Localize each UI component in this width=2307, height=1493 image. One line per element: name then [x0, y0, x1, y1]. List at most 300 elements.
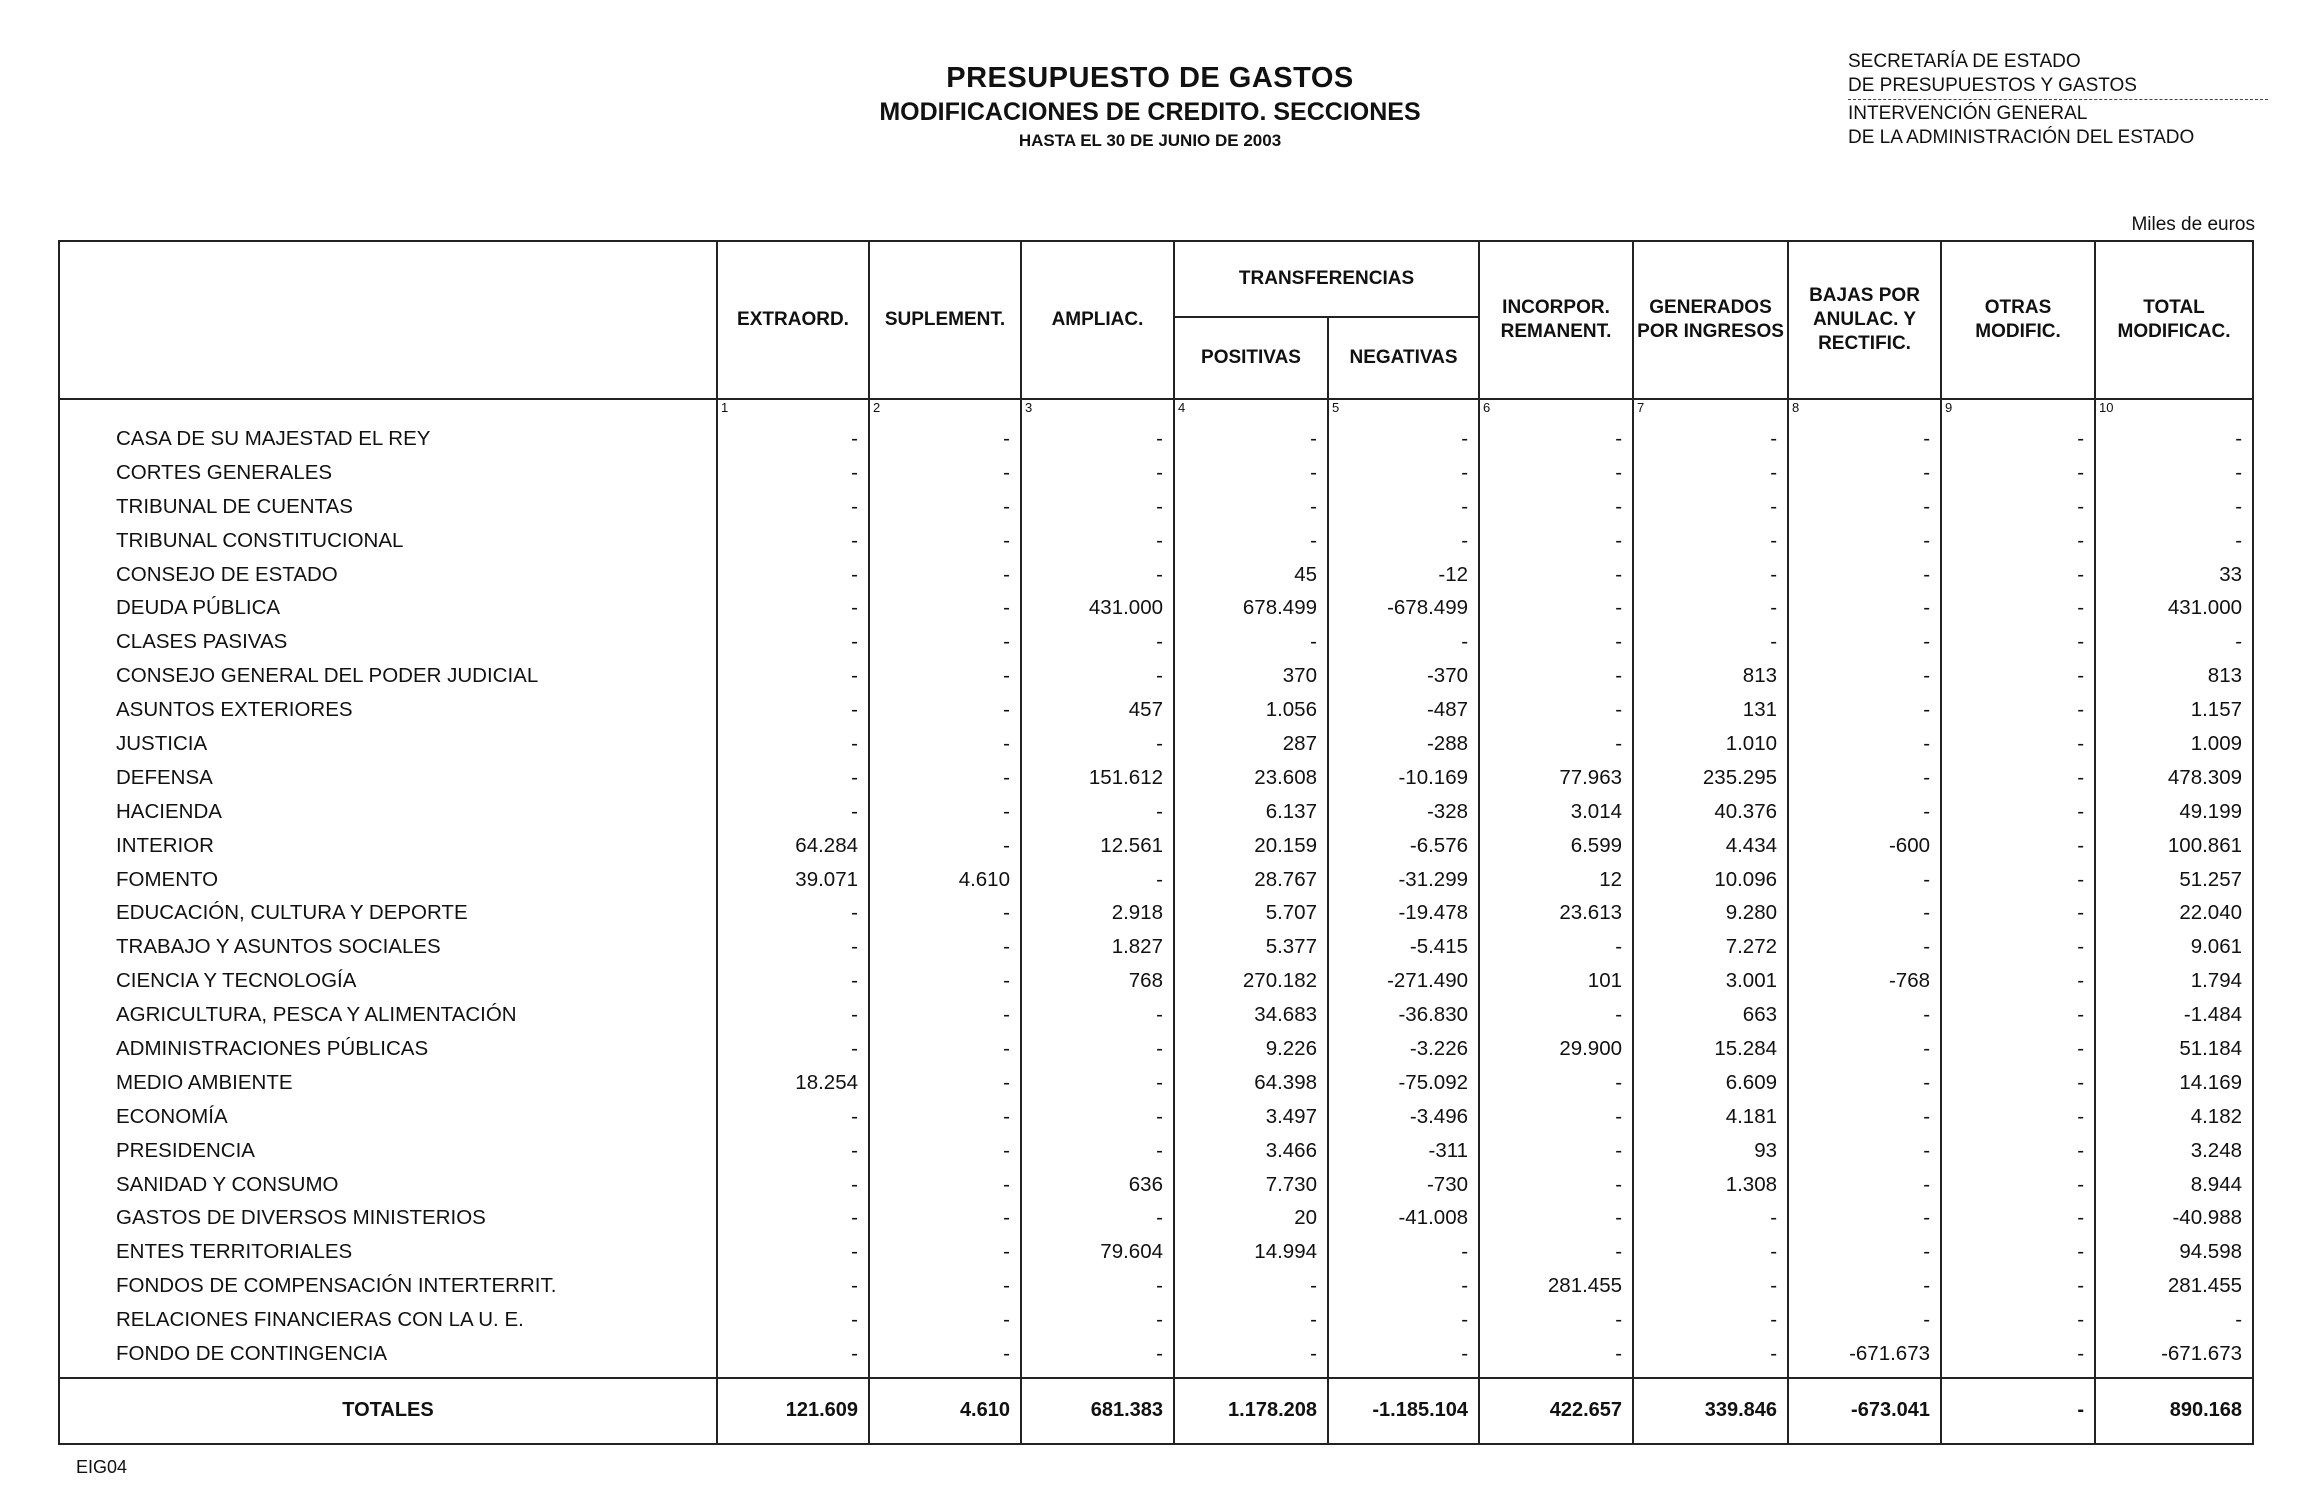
value-cell: -	[1479, 558, 1633, 592]
table-row	[59, 761, 2253, 795]
value-cell: -	[1941, 1168, 2095, 1202]
value-cell: -	[1788, 659, 1941, 693]
value-cell: -	[1788, 1134, 1941, 1168]
totals-row	[59, 1378, 2253, 1444]
value-cell: -	[717, 625, 869, 659]
value-cell: -	[1479, 1066, 1633, 1100]
value-cell: -	[1788, 591, 1941, 625]
value-cell: -	[869, 964, 1021, 998]
units-label: Miles de euros	[2131, 214, 2255, 235]
total-cell: 1.178.208	[1174, 1378, 1328, 1444]
value-cell: 151.612	[1021, 761, 1174, 795]
value-cell: -	[1788, 524, 1941, 558]
table-row	[59, 1168, 2253, 1202]
table-row	[59, 930, 2253, 964]
value-cell: -	[717, 558, 869, 592]
table-row	[59, 896, 2253, 930]
value-cell: -	[869, 1269, 1021, 1303]
value-cell: 9.226	[1174, 1032, 1328, 1066]
label-column-header	[59, 241, 717, 399]
value-cell: 6.137	[1174, 795, 1328, 829]
value-cell: 6.599	[1479, 829, 1633, 863]
value-cell: -	[1328, 625, 1479, 659]
value-cell: 39.071	[717, 863, 869, 897]
value-cell: -	[1021, 558, 1174, 592]
value-cell: 1.056	[1174, 693, 1328, 727]
section-name: RELACIONES FINANCIERAS CON LA U. E.	[59, 1303, 717, 1337]
value-cell: -	[1788, 1100, 1941, 1134]
table-row	[59, 422, 2253, 456]
section-name: GASTOS DE DIVERSOS MINISTERIOS	[59, 1201, 717, 1235]
value-cell: 1.308	[1633, 1168, 1788, 1202]
document-date: HASTA EL 30 DE JUNIO DE 2003	[1018, 131, 1282, 150]
value-cell: 93	[1633, 1134, 1788, 1168]
total-cell: 121.609	[717, 1378, 869, 1444]
table-row	[59, 693, 2253, 727]
value-cell: 4.182	[2095, 1100, 2253, 1134]
value-cell: -	[1479, 727, 1633, 761]
table-row	[59, 524, 2253, 558]
value-cell: -	[1633, 1269, 1788, 1303]
table-row	[59, 1235, 2253, 1269]
value-cell: 4.610	[869, 863, 1021, 897]
value-cell: 14.994	[1174, 1235, 1328, 1269]
table-row	[59, 1100, 2253, 1134]
section-name: EDUCACIÓN, CULTURA Y DEPORTE	[59, 896, 717, 930]
value-cell: -	[1021, 1032, 1174, 1066]
value-cell: -	[1941, 558, 2095, 592]
value-cell: -	[1788, 693, 1941, 727]
value-cell: -	[1021, 998, 1174, 1032]
value-cell: -	[869, 930, 1021, 964]
value-cell: -328	[1328, 795, 1479, 829]
value-cell: -	[869, 1134, 1021, 1168]
table-row	[59, 829, 2253, 863]
value-cell: -	[1788, 863, 1941, 897]
value-cell: -311	[1328, 1134, 1479, 1168]
section-name: TRIBUNAL CONSTITUCIONAL	[59, 524, 717, 558]
section-name: SANIDAD Y CONSUMO	[59, 1168, 717, 1202]
value-cell: -	[717, 456, 869, 490]
value-cell: 3.466	[1174, 1134, 1328, 1168]
value-cell: 1.794	[2095, 964, 2253, 998]
value-cell: -730	[1328, 1168, 1479, 1202]
section-name: TRIBUNAL DE CUENTAS	[59, 490, 717, 524]
value-cell: -	[2095, 456, 2253, 490]
value-cell: -3.226	[1328, 1032, 1479, 1066]
table-row	[59, 1032, 2253, 1066]
value-cell: 64.284	[717, 829, 869, 863]
value-cell: -40.988	[2095, 1201, 2253, 1235]
section-name: CONSEJO GENERAL DEL PODER JUDICIAL	[59, 659, 717, 693]
column-number: 8	[1788, 399, 1941, 422]
total-cell: 890.168	[2095, 1378, 2253, 1444]
value-cell: -12	[1328, 558, 1479, 592]
value-cell: -	[1941, 524, 2095, 558]
document-code: EIG04	[76, 1457, 128, 1477]
total-cell: 422.657	[1479, 1378, 1633, 1444]
value-cell: 813	[1633, 659, 1788, 693]
value-cell: -	[1633, 1337, 1788, 1378]
value-cell: -	[1788, 1235, 1941, 1269]
value-cell: -	[1788, 1303, 1941, 1337]
value-cell: -	[1633, 524, 1788, 558]
value-cell: 270.182	[1174, 964, 1328, 998]
agency-line-1: SECRETARÍA DE ESTADO	[1848, 51, 2081, 72]
table-row	[59, 558, 2253, 592]
value-cell: -	[869, 490, 1021, 524]
value-cell: -	[1021, 1269, 1174, 1303]
value-cell: -	[717, 1337, 869, 1378]
value-cell: -	[1021, 1066, 1174, 1100]
agency-divider	[1848, 99, 2268, 100]
column-number: 9	[1941, 399, 2095, 422]
value-cell: -	[1941, 1235, 2095, 1269]
value-cell: -	[1788, 456, 1941, 490]
column-number: 7	[1633, 399, 1788, 422]
value-cell: -	[717, 964, 869, 998]
value-cell: -	[1021, 727, 1174, 761]
section-name: ENTES TERRITORIALES	[59, 1235, 717, 1269]
value-cell: -	[869, 896, 1021, 930]
value-cell: -	[1941, 1303, 2095, 1337]
value-cell: -	[869, 591, 1021, 625]
value-cell: 4.434	[1633, 829, 1788, 863]
value-cell: 3.001	[1633, 964, 1788, 998]
value-cell: -	[1941, 1269, 2095, 1303]
value-cell: 7.730	[1174, 1168, 1328, 1202]
value-cell: -	[717, 1201, 869, 1235]
column-number: 1	[717, 399, 869, 422]
value-cell: 29.900	[1479, 1032, 1633, 1066]
issuing-agency	[1848, 50, 2268, 150]
value-cell: -	[1021, 625, 1174, 659]
table-row	[59, 964, 2253, 998]
value-cell: 3.248	[2095, 1134, 2253, 1168]
value-cell: -	[869, 1303, 1021, 1337]
value-cell: -	[1328, 1235, 1479, 1269]
value-cell: -	[1174, 524, 1328, 558]
value-cell: -	[1941, 1032, 2095, 1066]
value-cell: 281.455	[1479, 1269, 1633, 1303]
value-cell: -	[1479, 693, 1633, 727]
value-cell: -	[869, 727, 1021, 761]
value-cell: -768	[1788, 964, 1941, 998]
value-cell: -	[869, 558, 1021, 592]
value-cell: -	[1021, 795, 1174, 829]
total-cell: -1.185.104	[1328, 1378, 1479, 1444]
value-cell: -370	[1328, 659, 1479, 693]
value-cell: -288	[1328, 727, 1479, 761]
value-cell: 34.683	[1174, 998, 1328, 1032]
value-cell: -	[1941, 1201, 2095, 1235]
value-cell: -	[1788, 490, 1941, 524]
value-cell: -	[2095, 490, 2253, 524]
value-cell: -	[1328, 1337, 1479, 1378]
value-cell: -	[869, 659, 1021, 693]
value-cell: -	[1941, 1337, 2095, 1378]
value-cell: 370	[1174, 659, 1328, 693]
table-row	[59, 1269, 2253, 1303]
value-cell: -	[1633, 1303, 1788, 1337]
value-cell: -31.299	[1328, 863, 1479, 897]
value-cell: -	[717, 524, 869, 558]
value-cell: 79.604	[1021, 1235, 1174, 1269]
value-cell: -	[1479, 591, 1633, 625]
document-title: PRESUPUESTO DE GASTOS	[946, 62, 1354, 94]
value-cell: -	[1788, 761, 1941, 795]
value-cell: -	[1633, 456, 1788, 490]
value-cell: -	[717, 896, 869, 930]
value-cell: -671.673	[1788, 1337, 1941, 1378]
value-cell: 10.096	[1633, 863, 1788, 897]
value-cell: 457	[1021, 693, 1174, 727]
table-row	[59, 1134, 2253, 1168]
value-cell: 678.499	[1174, 591, 1328, 625]
value-cell: 20.159	[1174, 829, 1328, 863]
value-cell: -	[1021, 524, 1174, 558]
column-number-blank	[59, 399, 717, 422]
col-header-bajas: BAJAS POR ANULAC. Y RECTIFIC.	[1788, 241, 1941, 399]
value-cell: -	[1788, 1032, 1941, 1066]
value-cell: -	[1941, 795, 2095, 829]
value-cell: 20	[1174, 1201, 1328, 1235]
value-cell: -	[1174, 625, 1328, 659]
value-cell: -	[717, 693, 869, 727]
value-cell: -	[717, 1269, 869, 1303]
value-cell: -	[1941, 1134, 2095, 1168]
value-cell: 636	[1021, 1168, 1174, 1202]
value-cell: -	[1479, 490, 1633, 524]
document-title-block	[720, 62, 1580, 151]
value-cell: -	[1479, 422, 1633, 456]
total-cell: 4.610	[869, 1378, 1021, 1444]
value-cell: 64.398	[1174, 1066, 1328, 1100]
agency-line-3: INTERVENCIÓN GENERAL	[1848, 103, 2088, 124]
col-header-incorpor: INCORPOR. REMANENT.	[1479, 241, 1633, 399]
value-cell: -	[1941, 727, 2095, 761]
value-cell: -	[1479, 1134, 1633, 1168]
value-cell: -	[1479, 524, 1633, 558]
col-header-total: TOTAL MODIFICAC.	[2095, 241, 2253, 399]
value-cell: 4.181	[1633, 1100, 1788, 1134]
value-cell: 23.608	[1174, 761, 1328, 795]
col-header-transferencias: TRANSFERENCIAS	[1174, 241, 1479, 317]
totals-label: TOTALES	[59, 1378, 717, 1444]
value-cell: 18.254	[717, 1066, 869, 1100]
value-cell: 12.561	[1021, 829, 1174, 863]
section-name: FOMENTO	[59, 863, 717, 897]
col-header-positivas: POSITIVAS	[1174, 317, 1328, 399]
value-cell: -	[869, 422, 1021, 456]
value-cell: -	[1941, 490, 2095, 524]
value-cell: -	[1941, 998, 2095, 1032]
value-cell: -	[1021, 1337, 1174, 1378]
col-header-ampliac: AMPLIAC.	[1021, 241, 1174, 399]
value-cell: -	[1788, 930, 1941, 964]
value-cell: -	[1328, 1303, 1479, 1337]
value-cell: 6.609	[1633, 1066, 1788, 1100]
value-cell: -	[1479, 1201, 1633, 1235]
value-cell: -	[1174, 422, 1328, 456]
value-cell: -	[717, 1235, 869, 1269]
value-cell: 9.280	[1633, 896, 1788, 930]
section-name: JUSTICIA	[59, 727, 717, 761]
section-name: PRESIDENCIA	[59, 1134, 717, 1168]
value-cell: -	[869, 524, 1021, 558]
value-cell: -	[1633, 591, 1788, 625]
value-cell: 431.000	[2095, 591, 2253, 625]
value-cell: 1.827	[1021, 930, 1174, 964]
value-cell: -	[1941, 693, 2095, 727]
section-name: CASA DE SU MAJESTAD EL REY	[59, 422, 717, 456]
value-cell: -	[1021, 422, 1174, 456]
value-cell: -	[1479, 1235, 1633, 1269]
value-cell: -	[717, 1134, 869, 1168]
value-cell: -	[1328, 456, 1479, 490]
value-cell: -6.576	[1328, 829, 1479, 863]
col-header-negativas: NEGATIVAS	[1328, 317, 1479, 399]
section-name: FONDOS DE COMPENSACIÓN INTERTERRIT.	[59, 1269, 717, 1303]
value-cell: -	[1479, 659, 1633, 693]
value-cell: -	[1328, 490, 1479, 524]
section-name: ADMINISTRACIONES PÚBLICAS	[59, 1032, 717, 1066]
value-cell: -	[1788, 1201, 1941, 1235]
value-cell: -	[1941, 930, 2095, 964]
value-cell: -	[1941, 761, 2095, 795]
value-cell: -	[1941, 964, 2095, 998]
value-cell: -671.673	[2095, 1337, 2253, 1378]
document-subtitle: MODIFICACIONES DE CREDITO. SECCIONES	[879, 98, 1421, 126]
col-header-otras: OTRAS MODIFIC.	[1941, 241, 2095, 399]
value-cell: 101	[1479, 964, 1633, 998]
value-cell: -	[1328, 1269, 1479, 1303]
table-row	[59, 1303, 2253, 1337]
agency-line-2: DE PRESUPUESTOS Y GASTOS	[1848, 75, 2137, 96]
col-header-suplement: SUPLEMENT.	[869, 241, 1021, 399]
section-name: AGRICULTURA, PESCA Y ALIMENTACIÓN	[59, 998, 717, 1032]
section-name: TRABAJO Y ASUNTOS SOCIALES	[59, 930, 717, 964]
value-cell: -	[717, 659, 869, 693]
value-cell: -	[1633, 1201, 1788, 1235]
value-cell: -	[1941, 625, 2095, 659]
value-cell: 1.009	[2095, 727, 2253, 761]
value-cell: -	[1788, 795, 1941, 829]
value-cell: -	[717, 422, 869, 456]
value-cell: -19.478	[1328, 896, 1479, 930]
value-cell: -	[1021, 490, 1174, 524]
value-cell: -	[1021, 863, 1174, 897]
value-cell: -	[1941, 456, 2095, 490]
value-cell: 5.377	[1174, 930, 1328, 964]
table-row	[59, 727, 2253, 761]
value-cell: -	[869, 1032, 1021, 1066]
value-cell: 1.157	[2095, 693, 2253, 727]
value-cell: 5.707	[1174, 896, 1328, 930]
value-cell: -	[869, 761, 1021, 795]
value-cell: -	[869, 795, 1021, 829]
value-cell: -	[1021, 659, 1174, 693]
column-number: 4	[1174, 399, 1328, 422]
value-cell: -36.830	[1328, 998, 1479, 1032]
value-cell: -	[1941, 1100, 2095, 1134]
value-cell: -10.169	[1328, 761, 1479, 795]
value-cell: -	[869, 1201, 1021, 1235]
value-cell: 281.455	[2095, 1269, 2253, 1303]
section-name: CLASES PASIVAS	[59, 625, 717, 659]
table-row	[59, 1337, 2253, 1378]
section-name: MEDIO AMBIENTE	[59, 1066, 717, 1100]
value-cell: 431.000	[1021, 591, 1174, 625]
column-number: 10	[2095, 399, 2253, 422]
value-cell: 12	[1479, 863, 1633, 897]
value-cell: 663	[1633, 998, 1788, 1032]
table-row	[59, 998, 2253, 1032]
value-cell: -	[1021, 1201, 1174, 1235]
value-cell: -1.484	[2095, 998, 2253, 1032]
value-cell: -	[1788, 1269, 1941, 1303]
value-cell: -	[1788, 998, 1941, 1032]
value-cell: -	[1788, 558, 1941, 592]
value-cell: 7.272	[1633, 930, 1788, 964]
value-cell: 77.963	[1479, 761, 1633, 795]
value-cell: 131	[1633, 693, 1788, 727]
value-cell: -	[1174, 456, 1328, 490]
value-cell: 15.284	[1633, 1032, 1788, 1066]
value-cell: -	[1788, 1168, 1941, 1202]
value-cell: -	[1174, 1337, 1328, 1378]
value-cell: 3.014	[1479, 795, 1633, 829]
value-cell: -75.092	[1328, 1066, 1479, 1100]
budget-modifications-table	[58, 240, 2254, 1445]
value-cell: 3.497	[1174, 1100, 1328, 1134]
value-cell: -	[869, 1066, 1021, 1100]
section-name: CONSEJO DE ESTADO	[59, 558, 717, 592]
value-cell: 813	[2095, 659, 2253, 693]
value-cell: 1.010	[1633, 727, 1788, 761]
value-cell: -	[1479, 1337, 1633, 1378]
value-cell: 51.257	[2095, 863, 2253, 897]
table-row	[59, 1201, 2253, 1235]
value-cell: 9.061	[2095, 930, 2253, 964]
value-cell: -5.415	[1328, 930, 1479, 964]
value-cell: -	[869, 1337, 1021, 1378]
value-cell: -	[717, 930, 869, 964]
value-cell: -	[1633, 625, 1788, 659]
value-cell: -	[717, 761, 869, 795]
value-cell: 100.861	[2095, 829, 2253, 863]
value-cell: -	[869, 693, 1021, 727]
table-row	[59, 659, 2253, 693]
value-cell: -	[869, 625, 1021, 659]
value-cell: -	[869, 998, 1021, 1032]
value-cell: 235.295	[1633, 761, 1788, 795]
value-cell: -	[2095, 422, 2253, 456]
value-cell: -	[1788, 896, 1941, 930]
value-cell: -	[1941, 1066, 2095, 1100]
value-cell: -	[2095, 1303, 2253, 1337]
value-cell: -	[717, 795, 869, 829]
value-cell: 22.040	[2095, 896, 2253, 930]
section-name: HACIENDA	[59, 795, 717, 829]
value-cell: 33	[2095, 558, 2253, 592]
value-cell: 28.767	[1174, 863, 1328, 897]
value-cell: -	[1479, 930, 1633, 964]
value-cell: 478.309	[2095, 761, 2253, 795]
value-cell: -	[1941, 659, 2095, 693]
value-cell: -	[717, 1032, 869, 1066]
table-row	[59, 456, 2253, 490]
